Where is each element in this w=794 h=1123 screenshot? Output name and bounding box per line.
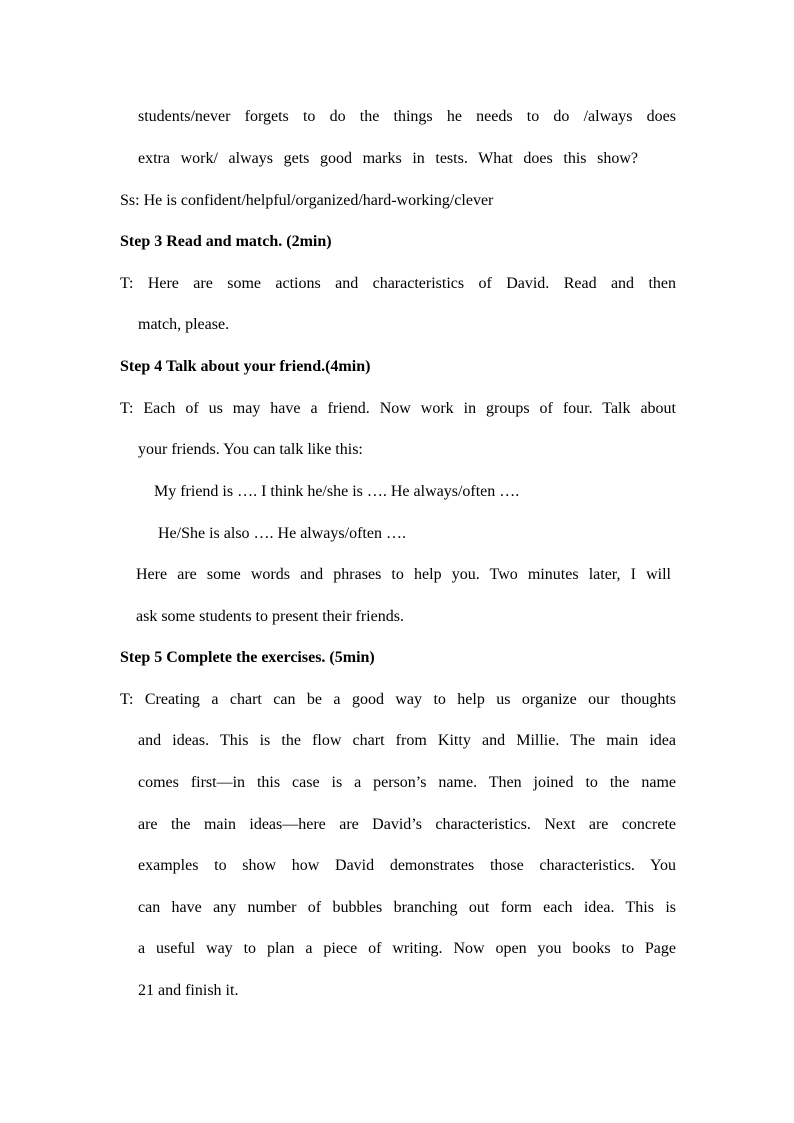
body-line: extra work/ always gets good marks in tests. What does this show? bbox=[138, 150, 638, 167]
body-line: match, please. bbox=[138, 316, 230, 333]
body-line: T: Each of us may have a friend. Now work in groups of four. Talk about bbox=[120, 400, 676, 417]
body-line: Here are some words and phrases to help you. Two minutes later, I will bbox=[136, 566, 671, 583]
body-line: your friends. You can talk like this: bbox=[138, 441, 363, 458]
body-line: 21 and finish it. bbox=[138, 982, 239, 999]
body-line: examples to show how David demonstrates those characteristics. You bbox=[138, 857, 676, 874]
body-line: students/never forgets to do the things he needs to do /always does bbox=[138, 108, 676, 125]
step-4-heading: Step 4 Talk about your friend.(4min) bbox=[120, 358, 371, 375]
step-5-heading: Step 5 Complete the exercises. (5min) bbox=[120, 649, 375, 666]
student-answer-line: Ss: He is confident/helpful/organized/hard-working/clever bbox=[120, 192, 494, 209]
body-line: T: Creating a chart can be a good way to help us organize our thoughts bbox=[120, 691, 676, 708]
body-line: T: Here are some actions and characteristics of David. Read and then bbox=[120, 275, 676, 292]
example-sentence: He/She is also …. He always/often …. bbox=[158, 525, 406, 542]
body-line: and ideas. This is the flow chart from Kitty and Millie. The main idea bbox=[138, 732, 676, 749]
body-line: can have any number of bubbles branching out form each idea. This is bbox=[138, 899, 676, 916]
example-sentence: My friend is …. I think he/she is …. He always/often …. bbox=[154, 483, 520, 500]
body-line: are the main ideas—here are David’s characteristics. Next are concrete bbox=[138, 816, 676, 833]
body-line: comes first—in this case is a person’s name. Then joined to the name bbox=[138, 774, 676, 791]
body-line: ask some students to present their friends. bbox=[136, 608, 404, 625]
step-3-heading: Step 3 Read and match. (2min) bbox=[120, 233, 332, 250]
body-line: a useful way to plan a piece of writing. Now open you books to Page bbox=[138, 940, 676, 957]
